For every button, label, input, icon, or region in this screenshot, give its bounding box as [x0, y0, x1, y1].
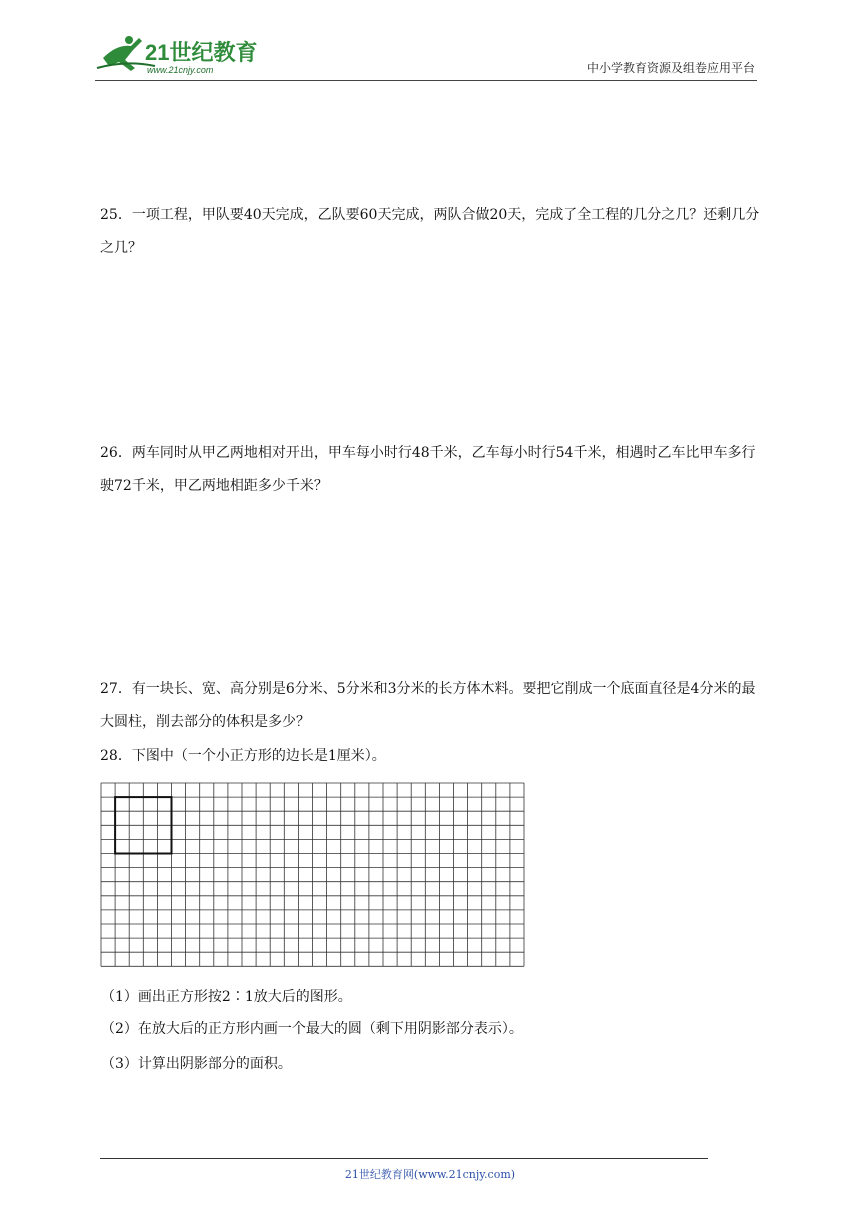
question-26: 26．两车同时从甲乙两地相对开出，甲车每小时行48千米，乙车每小时行54千米，相遇时乙车比甲车多行驶72千米，甲乙两地相距多少千米？ [100, 445, 756, 494]
question-27: 27．有一块长、宽、高分别是6分米、5分米和3分米的长方体木料。要把它削成一个底面直径是4分米的最大圆柱，削去部分的体积是多少？ [100, 681, 756, 730]
subquestion-2: （2）在放大后的正方形内画一个最大的圆（剩下用阴影部分表示）。 [101, 1021, 523, 1037]
square-grid [100, 782, 528, 970]
logo-url: www.21cnjy.com [147, 65, 214, 75]
footer-divider [100, 1158, 708, 1159]
grid-figure [100, 782, 528, 974]
logo-text: 21世纪教育 [145, 40, 258, 65]
question-28: 28．下图中（一个小正方形的边长是1厘米）。 [100, 748, 386, 764]
question-25: 25．一项工程，甲队要40天完成，乙队要60天完成，两队合做20天，完成了全工程的几分之几？还剩几分之几？ [100, 207, 760, 256]
footer-text: 21世纪教育网(www.21cnjy.com) [344, 1168, 516, 1181]
page-header [95, 30, 757, 81]
platform-title: 中小学教育资源及组卷应用平台 [586, 61, 755, 75]
subquestion-3: （3）计算出阴影部分的面积。 [101, 1056, 292, 1072]
logo-21cnjy [95, 32, 265, 76]
subquestion-1: （1）画出正方形按2∶1放大后的图形。 [101, 989, 352, 1005]
